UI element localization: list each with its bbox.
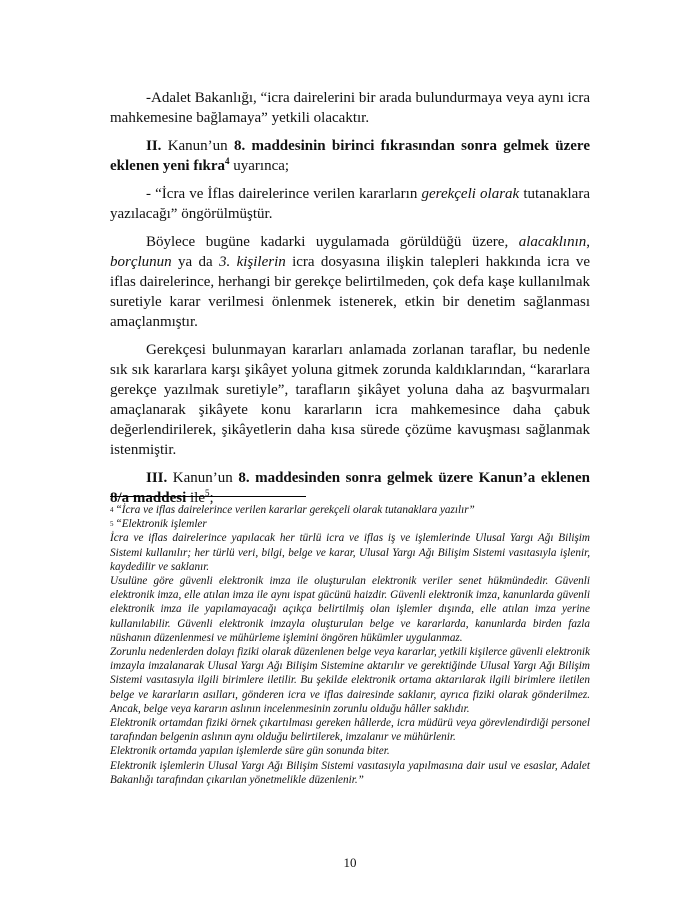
text-segment: - “İcra ve İflas dairelerince verilen kararların (146, 186, 422, 202)
section-number: III. (146, 470, 168, 486)
section-number: II. (146, 138, 162, 154)
italic-segment: borçlunun (110, 254, 172, 270)
footnote-text: “Elektronik işlemler (115, 518, 207, 531)
paragraph-2 (110, 136, 590, 176)
italic-segment: alacaklının (518, 234, 587, 250)
bold-segment: 8. maddesinin birinci fıkrasından sonra gelmek üzere eklenen yeni fıkra (110, 138, 590, 174)
footnotes (110, 503, 590, 787)
paragraph-3 (110, 184, 590, 224)
italic-segment: gerekçeli olarak (421, 186, 520, 202)
text-segment: , (586, 234, 590, 250)
text-segment: Kanun’un (167, 470, 239, 486)
text-segment: Kanun’un (161, 138, 234, 154)
text-segment: uyarınca; (229, 158, 290, 174)
footnote-body-paragraph: İcra ve iflas dairelerince yapılacak her türlü icra ve iflas iş ve işlemlerinde Ulusal Yargı Ağı Bilişim Sistemi kullanılır; her türlü veri, bilgi, belge ve karar, Ulusal Yargı Ağı Bilişim Sistemi vasıtasıyla işlenir, kaydedilir ve saklanır. (110, 532, 590, 573)
footnote-text: “İcra ve iflas dairelerince verilen kararlar gerekçeli olarak tutanaklara yazılır” (115, 504, 475, 516)
body-text (110, 88, 590, 516)
footnote-separator (110, 496, 306, 497)
footnote-body-paragraph: Zorunlu nedenlerden dolayı fiziki olarak düzenlenen belge veya kararlar, yetkili kişilerce güvenli elektronik imzayla imzalanarak Ulusal Yargı Ağı Bilişim Sistemine aktarılır ve gerektiğinde Ulusal Yargı Ağı Bilişim Sistemi vasıtasıyla ilgili birimlere iletilir. Bu şekilde elektronik ortama aktarılarak ilgili birimlere iletilen belge ve kararların asılları, gönderen icra ve iflas dairesinde saklanır, ayrıca fiziki olarak gönderilmez. Ancak, belge veya kararın aslının incelenmesinin zorunlu olduğu hâller saklıdır. (110, 646, 590, 715)
text-segment: ile (186, 490, 206, 506)
paragraph-4 (110, 232, 590, 332)
footnote-number: 5 (110, 520, 114, 529)
footnote-ref-5[interactable]: 5 (205, 488, 210, 498)
paragraph-6 (110, 468, 590, 508)
footnote-number: 4 (110, 506, 114, 514)
paragraph-5: Gerekçesi bulunmayan kararları anlamada zorlanan taraflar, bu nedenle sık sık kararlara karşı şikâyet yoluna gitmek zorunda kaldıklarından, “kararlara gerekçe yazılmak suretiyle”, tarafların şikâyet yoluna daha az başvurmaları amaçlanarak şikâyete konu kararların icra mahkemesince daha çabuk değerlendirilerek, şikâyetlerin daha kısa sürede çözüme kavuşması sağlanmak istenmiştir. (110, 342, 590, 458)
footnote-body-paragraph: Elektronik ortamda yapılan işlemlerde süre gün sonunda biter. (110, 745, 390, 758)
footnote-ref-label: 4 (225, 156, 230, 166)
text-segment: ya da (171, 254, 219, 270)
page-number: 10 (343, 855, 357, 870)
footnote-body-paragraph: Elektronik işlemlerin Ulusal Yargı Ağı Bilişim Sistemi vasıtasıyla yapılmasına dair usul ve esaslar, Adalet Bakanlığı tarafından çıkarılan yönetmelikle düzenlenir.” (110, 759, 590, 786)
bold-segment: 8. maddesinden sonra gelmek üzere Kanun’a eklenen 8/a maddesi (110, 470, 590, 506)
footnote-body-paragraph: Usulüne göre güvenli elektronik imza ile oluşturulan elektronik veriler senet hükmündedir. Güvenli elektronik imza, elle atılan imza ile aynı ispat gücünü haizdir. Güvenli elektronik imza, kanunlarda güvenli elektronik imza ile yapılamayacağı açıkça belirtilmiş olan işlemler dışında, elle atılan imza yerine kullanılabilir. Güvenli elektronik imzayla oluşturulan belge ve kararlarda, kanunlarda birden fazla nüshanın düzenlenmesi ve mühürleme işlemini öngören hükümler uygulanmaz. (110, 575, 590, 644)
italic-segment: 3. kişilerin (219, 254, 286, 270)
text-segment: Böylece bugüne kadarki uygulamada görüldüğü üzere, (146, 234, 519, 250)
footnote-4 (110, 503, 590, 517)
text-segment: tutanaklara yazılacağı” öngörülmüştür. (110, 186, 590, 222)
footnote-body-paragraph: Elektronik ortamdan fiziki örnek çıkartılması gereken hâllerde, icra müdürü veya görevlendirdiği personel tarafından belgenin aslının aynı olduğu belirtilerek, imzalanır ve mühürlenir. (110, 717, 590, 744)
text-segment: icra dosyasına ilişkin talepleri hakkında icra ve iflas dairelerince, herhangi bir gerekçe belirtilmeden, çok defa kaşe kullanılmak suretiyle karar verilmesi önlenmek istenerek, etkin bir denetim sağlanması amaçlanmıştır. (110, 254, 590, 330)
footnote-5 (110, 517, 590, 531)
paragraph-1: -Adalet Bakanlığı, “icra dairelerini bir arada bulundurmaya veya aynı icra mahkemesine bağlamaya” yetkili olacaktır. (110, 90, 590, 126)
text-segment: ; (209, 490, 214, 506)
